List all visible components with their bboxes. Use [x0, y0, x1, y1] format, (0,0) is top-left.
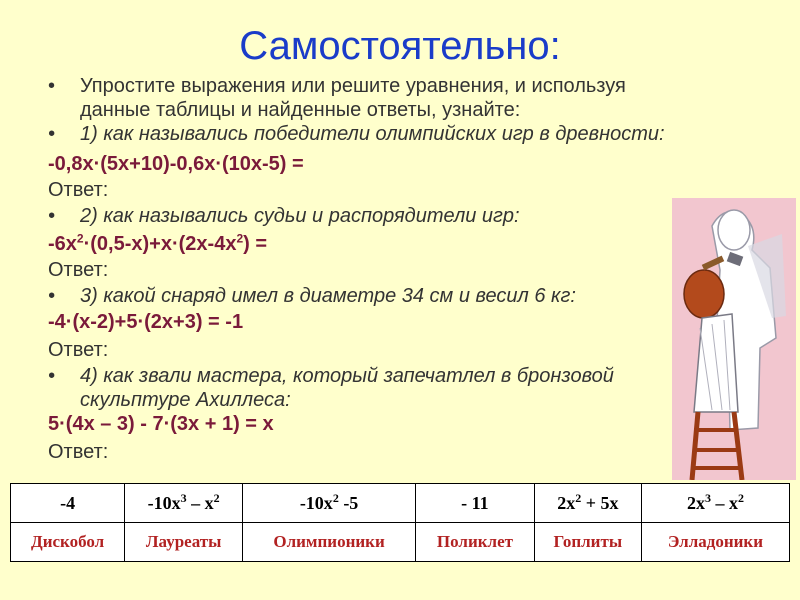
bullet-icon: •	[48, 285, 56, 307]
bullet-icon: •	[48, 205, 56, 227]
table-cell-value: $-10x^2$ -5	[243, 484, 416, 523]
task-4-question-text: 4) как звали мастера, который запечатлел в бронзовой скульптуре Ахиллеса:	[80, 365, 614, 411]
task-3-question-text: 3) какой снаряд имел в диаметре 34 см и весил 6 кг:	[80, 285, 576, 307]
task-3-expression: -4·(x-2)+5·(2x+3) = -1	[48, 311, 244, 333]
task-1-question	[48, 122, 665, 146]
table-cell-value: $2x^3 - x^2$	[641, 484, 789, 523]
table-cell-name: Гоплиты	[534, 523, 641, 562]
table-cell-name: Лауреаты	[125, 523, 243, 562]
intro-bullet	[48, 74, 688, 122]
bullet-icon: •	[48, 123, 56, 145]
table-cell-value: $2x^2 + 5x$	[534, 484, 641, 523]
table-cell-value: $-10x^3 - x^2$	[125, 484, 243, 523]
bullet-icon: •	[48, 75, 56, 97]
task-4-question	[48, 364, 688, 412]
table-cell-value: -4	[11, 484, 125, 523]
task-1-question-text: 1) как назывались победители олимпийских игр в древности:	[80, 123, 665, 145]
task-1-answer-label: Ответ:	[48, 179, 109, 201]
bullet-icon: •	[48, 365, 56, 387]
table-cell-value: - 11	[416, 484, 535, 523]
intro-text: Упростите выражения или решите уравнения, и используя данные таблицы и найденные ответы, узнайте:	[80, 75, 626, 121]
task-2-answer-label: Ответ:	[48, 259, 109, 281]
task-4-answer-label: Ответ:	[48, 441, 109, 463]
task-4-expression: 5·(4x – 3) - 7·(3x + 1) = x	[48, 413, 274, 435]
task-2-question	[48, 204, 520, 228]
task-2-question-text: 2) как назывались судьи и распорядители игр:	[80, 205, 520, 227]
table-cell-name: Олимпионики	[243, 523, 416, 562]
table-cell-name: Элладоники	[641, 523, 789, 562]
task-1-expression: -0,8x·(5x+10)-0,6x·(10x-5) =	[48, 153, 304, 175]
table-cell-name: Дискобол	[11, 523, 125, 562]
task-2-expression: $-6x^2\cdot(0,5-x)+x\cdot(2x-4x^2)$ =	[48, 231, 268, 255]
task-3-question	[48, 284, 576, 308]
names-row	[11, 523, 790, 562]
task-3-answer-label: Ответ:	[48, 339, 109, 361]
sculptor-illustration	[672, 198, 796, 480]
table-cell-name: Поликлет	[416, 523, 535, 562]
values-row	[11, 484, 790, 523]
answers-table	[10, 483, 790, 562]
slide-title: Самостоятельно:	[239, 24, 561, 68]
